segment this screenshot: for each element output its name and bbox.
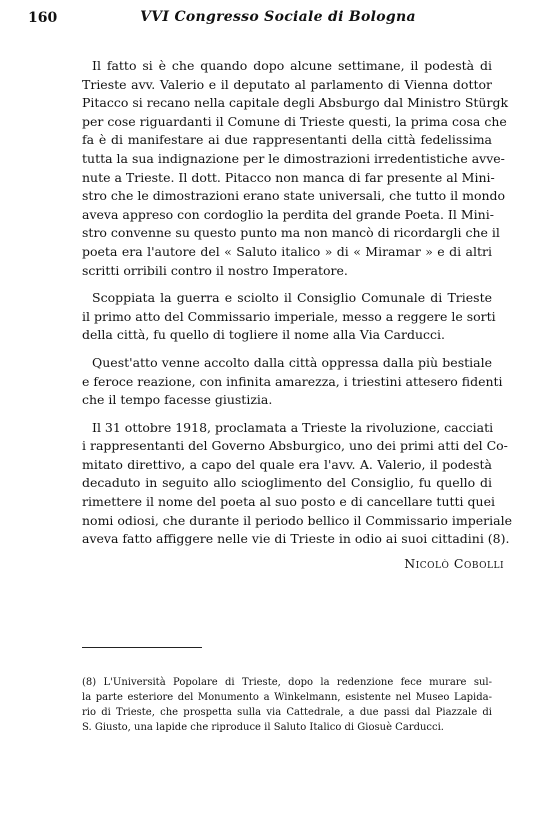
- footnote-line: S. Giusto, una lapide che riproduce il Saluto Italico di Giosuè Carducci.: [82, 722, 444, 733]
- text-line: e feroce reazione, con infinita amarezza, i triestini attesero fidenti: [82, 373, 503, 389]
- footnote-line: rio di Trieste, che prospetta sulla via Cattedrale, a due passi dal Piazzale di: [82, 707, 492, 718]
- footnote-line: la parte esteriore del Monumento a Winkelmann, esistente nel Museo Lapida-: [82, 692, 492, 703]
- text-line: nute a Trieste. Il dott. Pitacco non manca di far presente al Mini-: [82, 169, 495, 185]
- body-text: [82, 57, 513, 558]
- text-line: Scoppiata la guerra e sciolto il Consiglio Comunale di Trieste: [92, 290, 492, 306]
- text-line: fa è di manifestare ai due rappresentanti della città fedelissima: [82, 132, 492, 148]
- paragraph-4: [82, 419, 513, 549]
- text-line: poeta era l'autore del « Saluto italico » di « Miramar » e di altri: [82, 243, 492, 259]
- footnote-line: (8) L'Università Popolare di Trieste, dopo la redenzione fece murare sul-: [82, 677, 492, 688]
- text-line: della città, fu quello di togliere il nome alla Via Carducci.: [82, 327, 446, 343]
- footnote: [82, 675, 492, 735]
- text-line: aveva fatto affiggere nelle vie di Trieste in odio ai suoi cittadini (8).: [82, 531, 510, 547]
- text-line: mitato direttivo, a capo del quale era l'avv. A. Valerio, il podestà: [82, 456, 492, 472]
- text-line: Quest'atto venne accolto dalla città oppressa dalla più bestiale: [92, 354, 492, 370]
- paragraph-3: [82, 354, 503, 410]
- text-line: che il tempo facesse giustizia.: [82, 392, 273, 408]
- text-line: aveva appreso con cordoglio la perdita del grande Poeta. Il Mini-: [82, 206, 494, 222]
- author-signature: Nicolò Cobolli: [404, 556, 504, 571]
- text-line: scritti orribili contro il nostro Imperatore.: [82, 262, 348, 278]
- text-line: i rappresentanti del Governo Absburgico, uno dei primi atti del Co-: [82, 438, 508, 454]
- text-line: Trieste avv. Valerio e il deputato al parlamento di Vienna dottor: [82, 76, 492, 92]
- text-line: il primo atto del Commissario imperiale, messo a reggere le sorti: [82, 308, 496, 324]
- text-line: Il 31 ottobre 1918, proclamata a Trieste la rivoluzione, cacciati: [92, 419, 494, 435]
- text-line: stro convenne su questo punto ma non mancò di ricordargli che il: [82, 225, 500, 241]
- running-head: VVI Congresso Sociale di Bologna: [140, 9, 416, 25]
- text-line: rimettere il nome del poeta al suo posto e di cancellare tutti quei: [82, 494, 495, 510]
- text-line: nomi odiosi, che durante il periodo bellico il Commissario imperiale: [82, 512, 513, 528]
- text-line: Il fatto si è che quando dopo alcune settimane, il podestà di: [92, 58, 492, 73]
- text-line: stro che le dimostrazioni erano state universali, che tutto il mondo: [82, 188, 506, 204]
- footnote-divider: [82, 647, 202, 648]
- text-line: tutta la sua indignazione per le dimostrazioni irredentistiche avve-: [82, 150, 505, 166]
- text-line: decaduto in seguito allo scioglimento del Consiglio, fu quello di: [82, 475, 492, 491]
- paragraph-1: [82, 57, 509, 280]
- text-line: per cose riguardanti il Comune di Trieste questi, la prima cosa che: [82, 113, 507, 129]
- page-number: 160: [28, 10, 58, 26]
- paragraph-2: [82, 289, 496, 345]
- text-line: Pitacco si recano nella capitale degli Absburgo dal Ministro Stürgk: [82, 95, 509, 111]
- page-header: [28, 8, 522, 30]
